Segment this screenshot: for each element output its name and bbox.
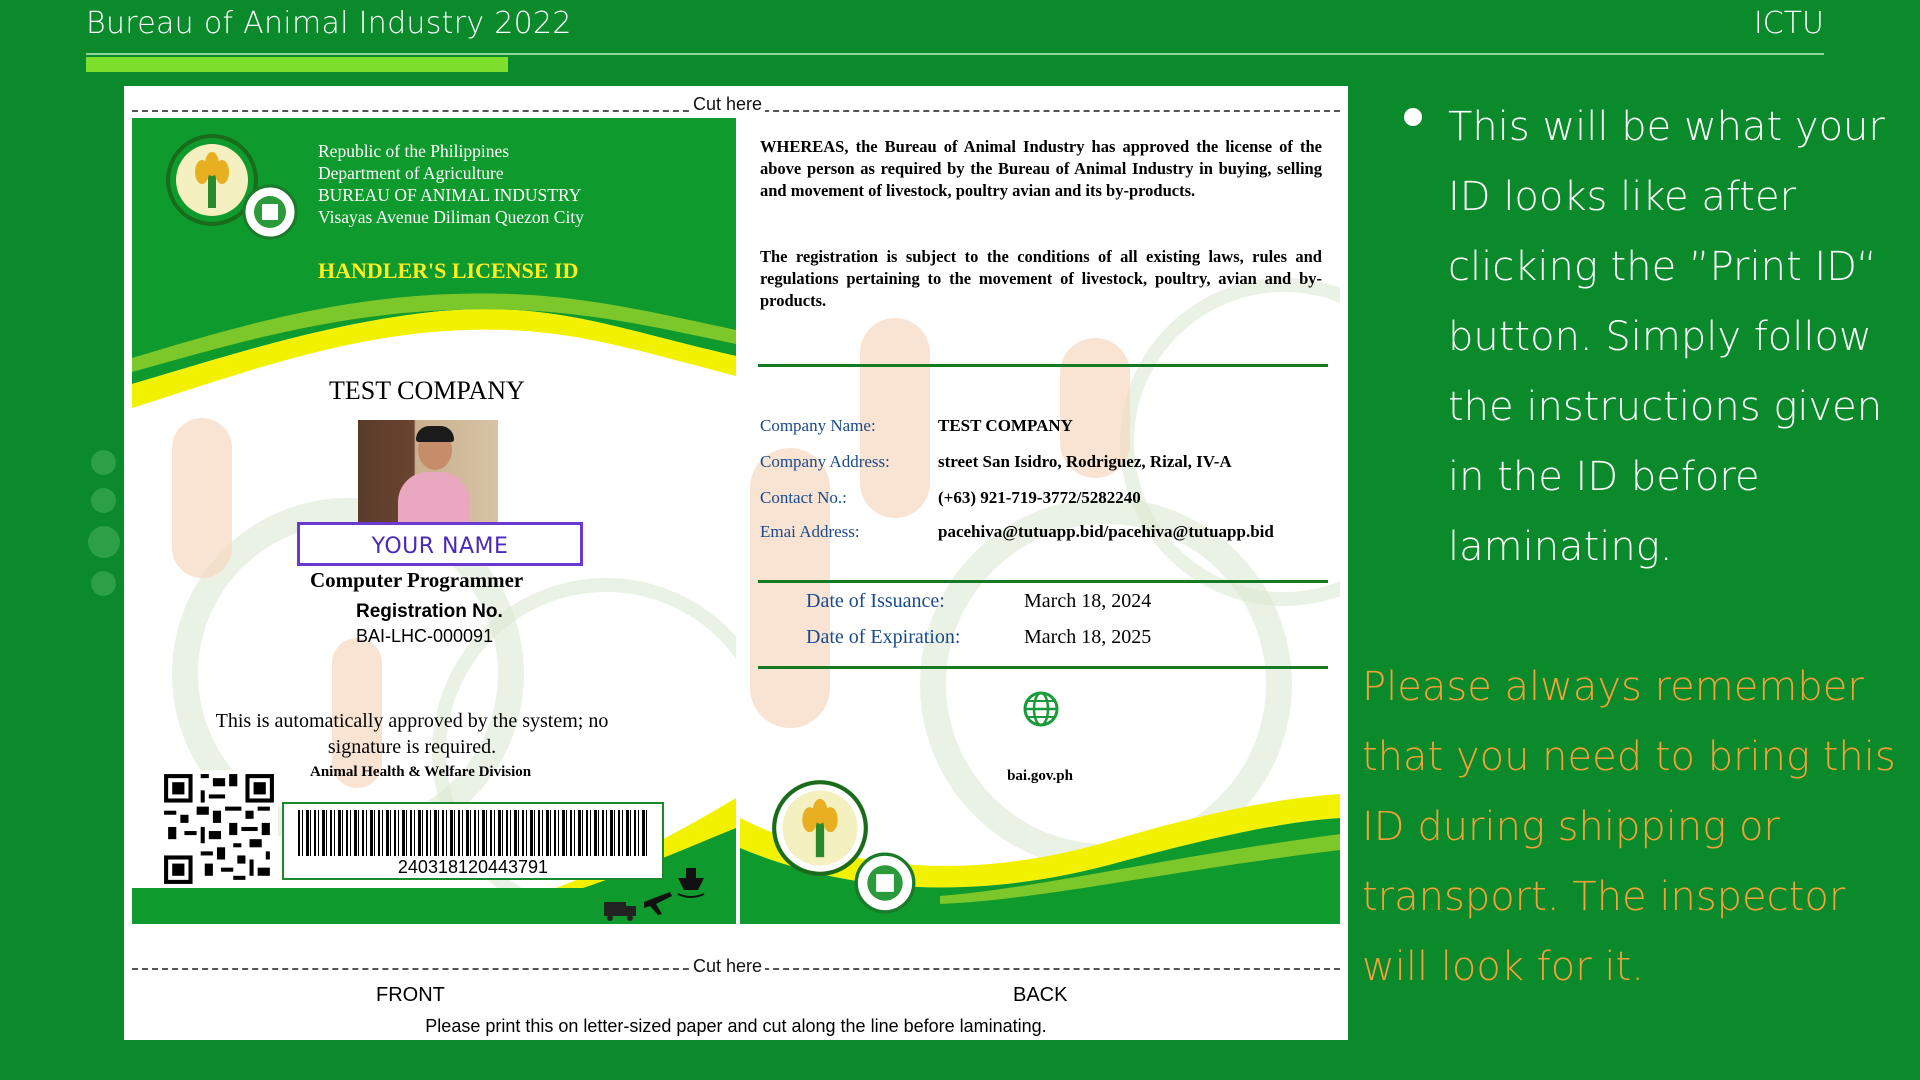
decorative-dots — [91, 450, 120, 609]
back-label: BACK — [1013, 984, 1068, 1006]
front-label: FRONT — [376, 984, 445, 1006]
date-value: March 18, 2025 — [1024, 626, 1152, 648]
slide-header-right: ICTU — [1753, 6, 1824, 41]
organization-block — [318, 140, 584, 228]
header-accent-bar — [86, 57, 508, 72]
reminder-text: Please always remember that you need to bring this ID during shipping or transport. The inspector will look for it. — [1362, 664, 1896, 990]
print-instructions-note: Please print this on letter-sized paper and cut along the line before laminating. — [425, 1016, 1047, 1036]
org-line: Republic of the Philippines — [318, 141, 510, 161]
bullet-icon — [1404, 108, 1422, 126]
your-name-box: YOUR NAME — [297, 522, 583, 566]
slide-header-title: Bureau of Animal Industry 2022 — [86, 6, 572, 41]
transport-icons — [600, 844, 710, 924]
dot — [91, 571, 116, 596]
org-line: Department of Agriculture — [318, 163, 504, 183]
registration-label: Registration No. — [356, 601, 503, 622]
field-label: Contact No.: — [760, 488, 847, 507]
org-line: Visayas Avenue Diliman Quezon City — [318, 207, 584, 227]
field-label: Company Address: — [760, 452, 890, 471]
id-print-preview — [124, 86, 1348, 1040]
divider-line — [758, 364, 1328, 367]
cut-here-top: Cut here — [690, 94, 765, 115]
bureau-of-animal-industry-seal-icon — [854, 852, 916, 914]
whereas-paragraph: WHEREAS, the Bureau of Animal Industry has approved the license of the above person as required by the Bureau of Animal Industry in buying, selling and movement of livestock, poultry avian and its by-products. — [760, 137, 1322, 200]
field-value: street San Isidro, Rodriguez, Rizal, IV-A — [938, 452, 1232, 471]
website-url: bai.gov.ph — [1007, 768, 1073, 784]
divider-line — [758, 580, 1328, 583]
registration-number: BAI-LHC-000091 — [356, 626, 494, 646]
field-label: Emai Address: — [760, 522, 860, 541]
auto-approved-note: This is automatically approved by the system; no signature is required. — [215, 710, 609, 758]
qr-code-pattern — [160, 770, 278, 888]
watermark-wheat — [172, 418, 232, 578]
barcode-bars — [298, 810, 648, 856]
divider-line — [758, 666, 1328, 669]
bureau-of-animal-industry-seal-icon — [242, 184, 298, 240]
date-label: Date of Expiration: — [806, 626, 961, 648]
org-line: BUREAU OF ANIMAL INDUSTRY — [318, 185, 582, 205]
qr-code — [160, 770, 278, 888]
dot — [91, 450, 116, 475]
instruction-text: This will be what your ID looks like after clicking the ”Print ID“ button. Simply follow the instructions given in the ID before laminating. — [1448, 104, 1885, 570]
field-value: (+63) 921-719-3772/5282240 — [938, 488, 1141, 507]
cut-here-bottom: Cut here — [690, 956, 765, 977]
date-value: March 18, 2024 — [1024, 590, 1152, 612]
photo-figure — [416, 426, 454, 442]
registration-paragraph: The registration is subject to the conditions of all existing laws, rules and regulations pertaining to the movement of livestock, poultry, avian and by-products. — [760, 247, 1322, 310]
division-name: Animal Health & Welfare Division — [310, 764, 532, 780]
header-divider — [86, 53, 1824, 55]
dot — [91, 488, 116, 513]
holder-role-text: Computer Programmer — [310, 568, 524, 592]
id-card-front — [132, 118, 736, 924]
holder-photo — [358, 420, 498, 523]
license-title: HANDLER'S LICENSE ID — [318, 258, 579, 283]
field-value: TEST COMPANY — [938, 416, 1073, 435]
field-label: Company Name: — [760, 416, 876, 435]
photo-figure — [398, 472, 470, 523]
field-value: pacehiva@tutuapp.bid/pacehiva@tutuapp.bid — [938, 522, 1274, 541]
dot — [88, 526, 120, 558]
barcode-number: 240318120443791 — [397, 857, 549, 877]
company-name-text: TEST COMPANY — [329, 376, 525, 405]
id-card-back — [740, 118, 1340, 924]
date-label: Date of Issuance: — [806, 590, 945, 612]
globe-icon — [1022, 690, 1060, 728]
